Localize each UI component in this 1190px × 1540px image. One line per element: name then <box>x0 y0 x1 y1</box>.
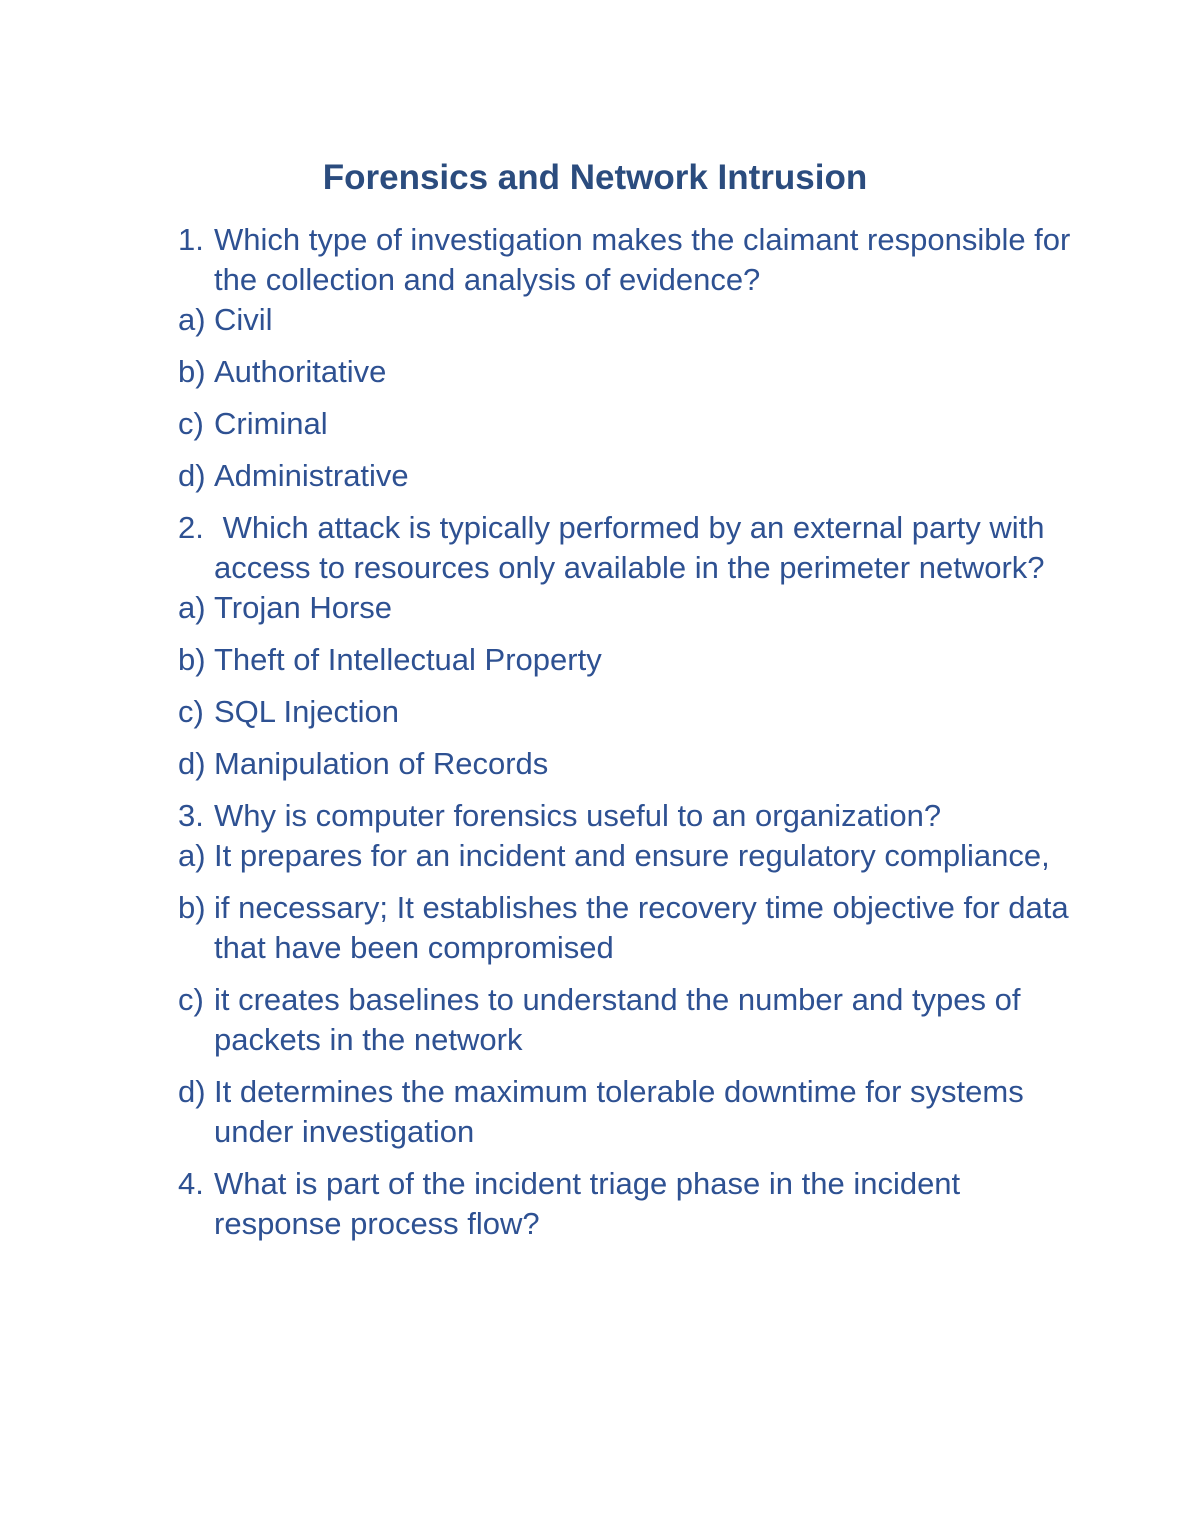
option-marker: a) <box>178 590 206 625</box>
option-text: Theft of Intellectual Property <box>214 642 602 677</box>
question-2-text: Which attack is typically performed by an external party with access to resources only available in the perimeter network? <box>214 510 1054 585</box>
question-3-number: 3. <box>178 798 204 833</box>
option-text: Criminal <box>214 406 328 441</box>
question-2 <box>178 508 1084 588</box>
option-text: Authoritative <box>214 354 387 389</box>
option-marker: a) <box>178 838 206 873</box>
option-marker: d) <box>178 746 206 781</box>
question-4 <box>178 1164 1084 1244</box>
option-text: Civil <box>214 302 273 337</box>
option-marker: b) <box>178 642 206 677</box>
option-marker: b) <box>178 890 206 925</box>
option-marker: d) <box>178 458 206 493</box>
question-3-option-a <box>178 836 1084 876</box>
page-title: Forensics and Network Intrusion <box>322 158 868 197</box>
question-2-number: 2. <box>178 510 204 545</box>
option-text: SQL Injection <box>214 694 399 729</box>
question-3-option-b <box>178 888 1084 968</box>
question-4-text: What is part of the incident triage phase in the incident response process flow? <box>214 1166 969 1241</box>
question-1-option-a <box>178 300 1084 340</box>
question-2-option-a <box>178 588 1084 628</box>
question-list <box>178 212 1084 1244</box>
option-text: Trojan Horse <box>214 590 393 625</box>
option-marker: d) <box>178 1074 206 1109</box>
question-1-option-d <box>178 456 1084 496</box>
question-2-option-c <box>178 692 1084 732</box>
question-3-text: Why is computer forensics useful to an organization? <box>214 798 942 833</box>
option-text: Administrative <box>214 458 409 493</box>
question-1-option-c <box>178 404 1084 444</box>
option-marker: c) <box>178 694 204 729</box>
option-marker: b) <box>178 354 206 389</box>
question-1-option-b <box>178 352 1084 392</box>
option-text: it creates baselines to understand the number and types of packets in the network <box>214 982 1030 1057</box>
question-1-text: Which type of investigation makes the claimant responsible for the collection and analysis of evidence? <box>214 222 1079 297</box>
question-1-number: 1. <box>178 222 204 257</box>
question-3-option-d <box>178 1072 1084 1152</box>
question-2-option-b <box>178 640 1084 680</box>
option-marker: c) <box>178 406 204 441</box>
question-3 <box>178 796 1084 836</box>
question-3-option-c <box>178 980 1084 1060</box>
option-marker: a) <box>178 302 206 337</box>
option-text: It prepares for an incident and ensure regulatory compliance, <box>214 838 1050 873</box>
option-text: Manipulation of Records <box>214 746 549 781</box>
option-text: It determines the maximum tolerable downtime for systems under investigation <box>214 1074 1033 1149</box>
option-text: if necessary; It establishes the recovery time objective for data that have been compromised <box>214 890 1078 965</box>
question-4-number: 4. <box>178 1166 204 1201</box>
question-1 <box>178 220 1084 300</box>
question-2-option-d <box>178 744 1084 784</box>
option-marker: c) <box>178 982 204 1017</box>
